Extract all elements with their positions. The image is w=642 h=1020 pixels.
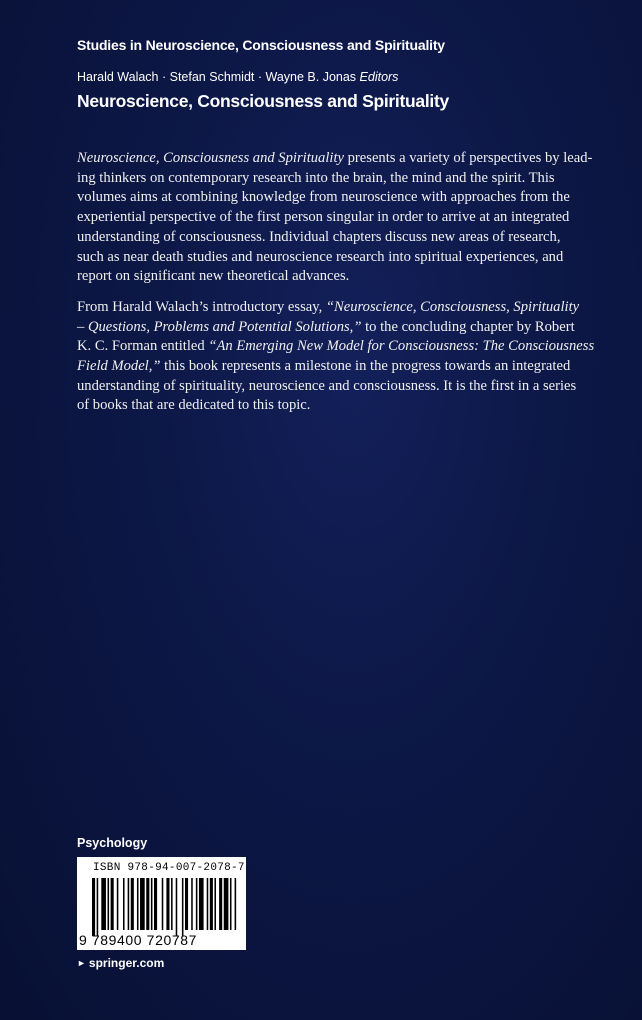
blurb — [77, 149, 617, 427]
blurb-text: – Questions, Problems and Potential Solutions,” — [77, 318, 362, 335]
blurb-text: volumes aims at combining knowledge from neuroscience with approaches from the — [77, 189, 570, 206]
barcode-bar — [176, 878, 178, 936]
barcode-bar — [230, 878, 232, 930]
blurb-text: this book represents a milestone in the progress towards an integrated — [160, 358, 571, 375]
editor-names: Harald Walach · Stefan Schmidt · Wayne B. Jonas — [77, 70, 357, 84]
barcode-bar — [97, 878, 99, 936]
barcode-bar — [154, 878, 157, 930]
barcode-bar — [196, 878, 198, 930]
blurb-text: report on significant new theoretical advances. — [77, 268, 350, 285]
isbn-barcode — [77, 857, 246, 950]
blurb-text: understanding of spirituality, neuroscience and consciousness. It is the first in a series — [77, 377, 577, 394]
barcode-bar — [140, 878, 145, 930]
barcode-bar — [117, 878, 119, 930]
barcode-bar — [101, 878, 106, 930]
blurb-text: experiential perspective of the first person singular in order to arrive at an integrated — [77, 209, 570, 226]
barcode-bar — [131, 878, 134, 930]
blurb-text: understanding of consciousness. Individual chapters discuss new areas of research, — [77, 228, 561, 245]
blurb-text: ing thinkers on contemporary research into the brain, the mind and the spirit. This — [77, 169, 555, 186]
barcode-bar — [128, 878, 130, 930]
blurb-text: of books that are dedicated to this topic. — [77, 397, 311, 414]
blurb-text: “An Emerging New Model for Consciousness: The Consciousness — [208, 338, 595, 355]
barcode-bar — [214, 878, 216, 930]
barcode-bar — [185, 878, 188, 930]
barcode-bar — [137, 878, 139, 930]
blurb-text: From Harald Walach’s introductory essay, — [77, 298, 326, 315]
blurb-text: Field Model,” — [77, 358, 161, 375]
barcode-bar — [111, 878, 114, 930]
blurb-text: to the concluding chapter by Robert — [361, 318, 575, 335]
publisher-link[interactable] — [77, 956, 164, 970]
barcode-bar — [146, 878, 149, 930]
barcode-bar — [235, 878, 237, 930]
blurb-text: Neuroscience, Consciousness and Spirituality — [77, 150, 344, 166]
arrow-icon: ► — [77, 958, 86, 968]
barcode-bar — [191, 878, 193, 930]
barcode-bar — [123, 878, 125, 930]
barcode-bar — [162, 878, 164, 930]
publisher-url: springer.com — [88, 956, 165, 970]
barcode-bar — [92, 878, 95, 936]
barcode-bar — [224, 878, 229, 930]
barcode-bar — [108, 878, 110, 930]
barcode-bar — [199, 878, 204, 930]
blurb-text: presents a variety of perspectives by lead- — [343, 150, 593, 166]
blurb-text: such as near death studies and neuroscience research into spiritual experiences, and — [77, 248, 564, 265]
category-label: Psychology — [77, 836, 148, 850]
barcode-bar — [166, 878, 169, 930]
series-title: Studies in Neuroscience, Consciousness and Spirituality — [77, 37, 445, 53]
blurb-paragraph-2 — [77, 298, 617, 416]
barcode-bar — [182, 878, 184, 936]
barcode-bar — [210, 878, 213, 930]
blurb-text: K. C. Forman entitled — [77, 338, 209, 355]
editors-role: Editors — [359, 70, 399, 84]
barcode-bar — [171, 878, 173, 930]
barcode-bar — [219, 878, 222, 930]
barcode-bar — [151, 878, 153, 930]
isbn-text: ISBN 978-94-007-2078-7 — [93, 862, 245, 874]
barcode-bar — [207, 878, 209, 930]
ean-number: 9 789400 720787 — [79, 932, 197, 948]
blurb-paragraph-1 — [77, 149, 617, 287]
book-title: Neuroscience, Consciousness and Spirituality — [77, 91, 449, 111]
blurb-text: “Neuroscience, Consciousness, Spirituality — [325, 298, 580, 315]
editors-line — [77, 70, 398, 84]
